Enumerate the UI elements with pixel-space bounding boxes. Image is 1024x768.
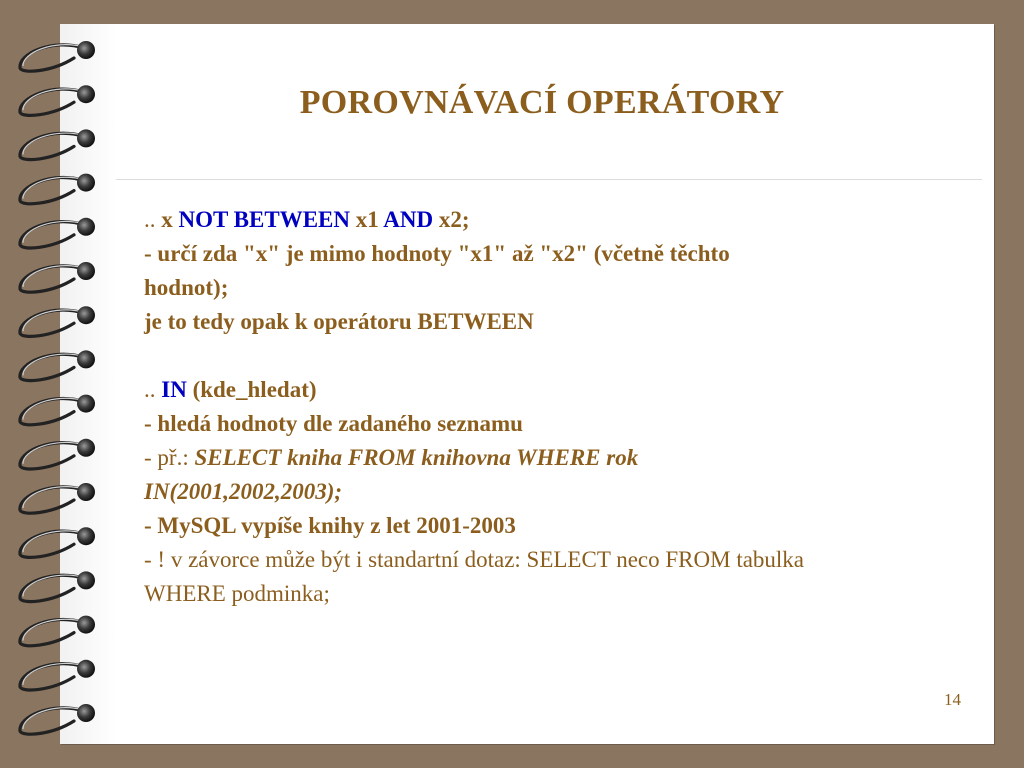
spiral-ring [20, 262, 95, 292]
page-number: 14 [944, 690, 961, 709]
keyword-in: IN [161, 377, 187, 402]
not-between-desc-2: hodnot); [144, 275, 229, 300]
title-divider [116, 179, 982, 180]
bullet-dots: .. [144, 207, 156, 232]
spiral-ring [20, 571, 95, 601]
syntax-x: x [155, 207, 179, 232]
spiral-binding-icon [12, 26, 104, 736]
in-subquery-1: - ! v závorce může být i standartní dotaz: SELECT neco FROM tabulka [144, 547, 805, 572]
keyword-not-between: NOT BETWEEN [178, 207, 350, 232]
spiral-ring [20, 129, 95, 159]
not-between-syntax [144, 203, 974, 237]
spiral-ring [20, 704, 95, 734]
example-query-2: IN(2001,2002,2003); [144, 479, 343, 504]
slide-title: POROVNÁVACÍ OPERÁTORY [299, 84, 785, 121]
in-syntax [144, 373, 974, 407]
spiral-ring [20, 483, 95, 513]
example-query-1: SELECT kniha FROM knihovna WHERE rok [194, 445, 639, 470]
spiral-ring [20, 174, 95, 204]
spiral-ring [20, 395, 95, 425]
in-subquery-2: WHERE podminka; [144, 581, 330, 606]
spiral-ring [20, 527, 95, 557]
in-desc: - hledá hodnoty dle zadaného seznamu [144, 411, 523, 436]
not-between-desc-1: - určí zda "x" je mimo hodnoty "x1" až "x2" (včetně těchto [144, 241, 730, 266]
spiral-ring [20, 660, 95, 690]
in-result: - MySQL vypíše knihy z let 2001-2003 [144, 513, 516, 538]
syntax-x2: x2; [433, 207, 470, 232]
not-between-note: je to tedy opak k operátoru BETWEEN [144, 309, 534, 334]
syntax-x1: x1 [350, 207, 384, 232]
spiral-ring [20, 41, 95, 71]
spiral-ring [20, 616, 95, 646]
bullet-dots: .. [144, 377, 156, 402]
keyword-and: AND [383, 207, 434, 232]
in-argument: (kde_hledat) [186, 377, 317, 402]
paragraph-gap [144, 339, 974, 373]
spiral-ring [20, 350, 95, 380]
example-prefix: - př.: [144, 445, 195, 470]
spiral-ring [20, 218, 95, 248]
slide-body [144, 203, 974, 611]
spiral-ring [20, 306, 95, 336]
spiral-ring [20, 439, 95, 469]
in-example [144, 441, 974, 475]
